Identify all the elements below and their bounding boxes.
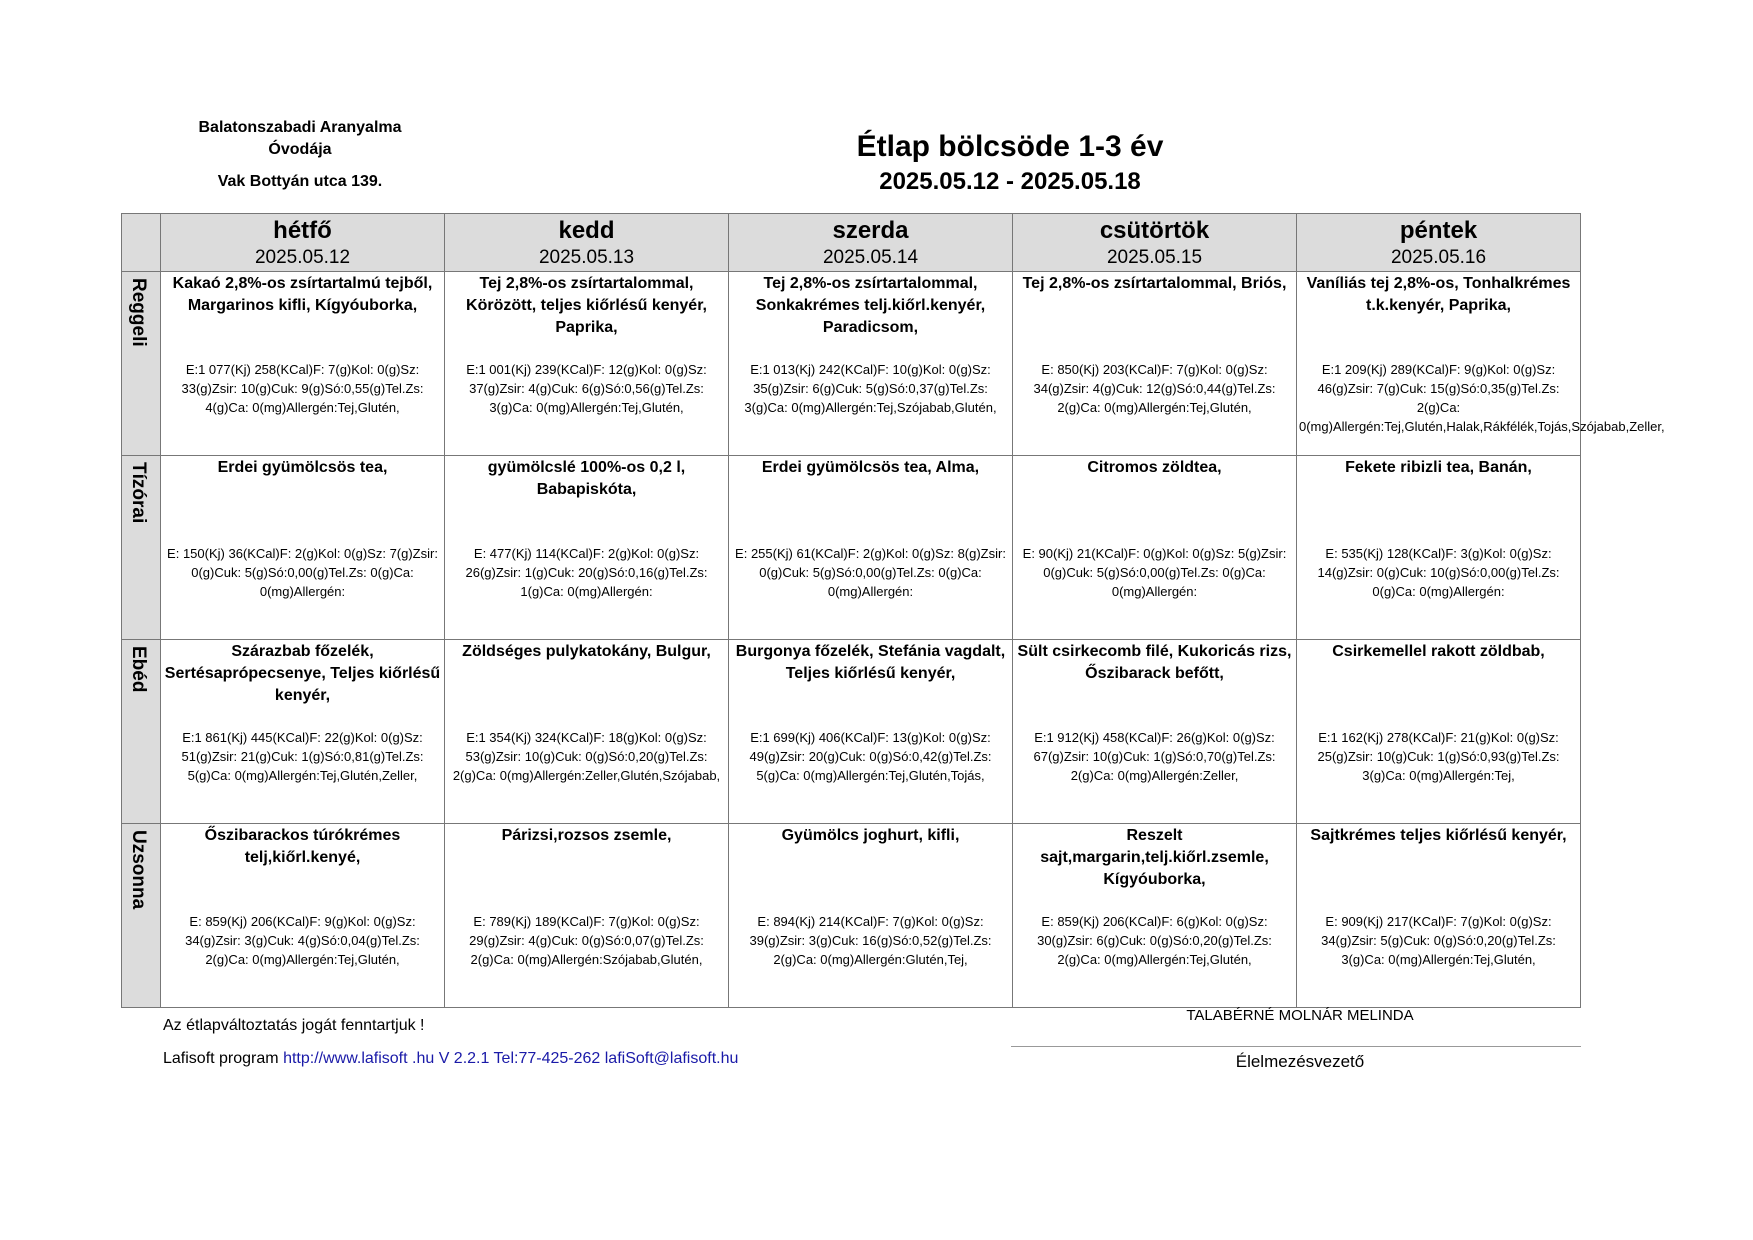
- nutrition-info: E:1 699(Kj) 406(KCal)F: 13(g)Kol: 0(g)Sz: 49(g)Zsir: 20(g)Cuk: 0(g)Só:0,42(g)Tel.Zs: 5(g)Ca: 0(mg)Allergén:Tej,Glutén,Tojás,: [749, 730, 992, 783]
- nutrition-info: E:1 013(Kj) 242(KCal)F: 10(g)Kol: 0(g)Sz: 35(g)Zsir: 6(g)Cuk: 5(g)Só:0,37(g)Tel.Zs: 3(g)Ca: 0(mg)Allergén:Tej,Szójabab,Glutén,: [744, 362, 997, 415]
- meal-row-afternoon-snack: [122, 824, 1581, 1008]
- program-credit: [163, 1050, 738, 1068]
- meal-label-cell: [122, 272, 161, 456]
- meal-label: Ebéd: [128, 646, 149, 693]
- menu-cell: [1297, 640, 1581, 824]
- nutrition-info: E: 90(Kj) 21(KCal)F: 0(g)Kol: 0(g)Sz: 5(g)Zsir: 0(g)Cuk: 5(g)Só:0,00(g)Tel.Zs: 0(g)Ca: 0(mg)Allergén:: [1022, 546, 1287, 599]
- day-date: 2025.05.12: [254, 247, 351, 268]
- nutrition-info: E: 859(Kj) 206(KCal)F: 6(g)Kol: 0(g)Sz: 30(g)Zsir: 6(g)Cuk: 0(g)Só:0,20(g)Tel.Zs: 2(g)Ca: 0(mg)Allergén:Tej,Glutén,: [1037, 914, 1272, 967]
- org-name-line2: Óvodája: [268, 141, 332, 158]
- food-items: Csirkemellel rakott zöldbab,: [1332, 643, 1545, 660]
- corner-cell: [122, 214, 161, 272]
- food-items: Erdei gyümölcsös tea, Alma,: [761, 459, 980, 476]
- menu-cell: [729, 824, 1013, 1008]
- day-header-row: [122, 214, 1581, 272]
- signer-role: Élelmezésvezető: [1235, 1052, 1365, 1071]
- meal-label: Tízórai: [128, 462, 149, 524]
- food-items: gyümölcslé 100%-os 0,2 l, Babapiskóta,: [487, 459, 686, 498]
- menu-cell: [445, 272, 729, 456]
- nutrition-info: E: 477(Kj) 114(KCal)F: 2(g)Kol: 0(g)Sz: 26(g)Zsir: 1(g)Cuk: 20(g)Só:0,16(g)Tel.Zs: 1(g)Ca: 0(mg)Allergén:: [465, 546, 708, 599]
- day-name: kedd: [558, 217, 615, 244]
- day-name: péntek: [1399, 217, 1478, 244]
- nutrition-info: E: 859(Kj) 206(KCal)F: 9(g)Kol: 0(g)Sz: 34(g)Zsir: 3(g)Cuk: 4(g)Só:0,04(g)Tel.Zs: 2(g)Ca: 0(mg)Allergén:Tej,Glutén,: [185, 914, 420, 967]
- day-date: 2025.05.16: [1390, 247, 1487, 268]
- signature-line: [1011, 1046, 1581, 1047]
- nutrition-info: E:1 209(Kj) 289(KCal)F: 9(g)Kol: 0(g)Sz: 46(g)Zsir: 7(g)Cuk: 15(g)Só:0,35(g)Tel.Zs: 2(g)Ca: 0(mg)Allergén:Tej,Glutén,Halak,Rákfélék,Tojás,Szójabab,Zeller,: [1299, 362, 1665, 434]
- nutrition-info: E: 789(Kj) 189(KCal)F: 7(g)Kol: 0(g)Sz: 29(g)Zsir: 4(g)Cuk: 0(g)Só:0,07(g)Tel.Zs: 2(g)Ca: 0(mg)Allergén:Szójabab,Glutén,: [469, 914, 704, 967]
- menu-cell: [1297, 824, 1581, 1008]
- date-range: 2025.05.12 - 2025.05.18: [879, 168, 1141, 195]
- meal-label-cell: [122, 456, 161, 640]
- disclaimer-note: Az étlapváltoztatás jogát fenntartjuk !: [163, 1017, 425, 1034]
- menu-cell: [729, 272, 1013, 456]
- food-items: Tej 2,8%-os zsírtartalommal, Körözött, teljes kiőrlésű kenyér, Paprika,: [466, 275, 707, 336]
- menu-cell: [1297, 272, 1665, 456]
- food-items: Tej 2,8%-os zsírtartalommal, Briós,: [1022, 275, 1287, 292]
- menu-cell: [161, 640, 445, 824]
- food-items: Erdei gyümölcsös tea,: [217, 459, 388, 476]
- menu-cell: [445, 640, 729, 824]
- day-name: hétfő: [273, 217, 332, 244]
- day-header: [445, 214, 729, 272]
- menu-cell: [729, 456, 1013, 640]
- food-items: Fekete ribizli tea, Banán,: [1345, 459, 1532, 476]
- menu-cell: [1013, 456, 1297, 640]
- food-items: Gyümölcs joghurt, kifli,: [781, 827, 960, 844]
- nutrition-info: E: 909(Kj) 217(KCal)F: 7(g)Kol: 0(g)Sz: 34(g)Zsir: 5(g)Cuk: 0(g)Só:0,20(g)Tel.Zs: 3(g)Ca: 0(mg)Allergén:Tej,Glutén,: [1321, 914, 1556, 967]
- program-prefix: Lafisoft program: [163, 1050, 284, 1067]
- org-name: Balatonszabadi Aranyalma: [198, 119, 402, 136]
- meal-label-cell: [122, 640, 161, 824]
- menu-cell: [1013, 640, 1297, 824]
- food-items: Kakaó 2,8%-os zsírtartalmú tejből, Margarinos kifli, Kígyóuborka,: [172, 275, 433, 314]
- menu-cell: [445, 824, 729, 1008]
- signer-name: TALABÉRNÉ MOLNÁR MELINDA: [1186, 1007, 1414, 1024]
- menu-cell: [161, 456, 445, 640]
- food-items: Sajtkrémes teljes kiőrlésű kenyér,: [1310, 827, 1567, 844]
- day-name: csütörtök: [1099, 217, 1210, 244]
- menu-cell: [445, 456, 729, 640]
- food-items: Őszibarackos túrókrémes telj,kiőrl.kenyé,: [204, 827, 401, 866]
- nutrition-info: E:1 162(Kj) 278(KCal)F: 21(g)Kol: 0(g)Sz: 25(g)Zsir: 10(g)Cuk: 1(g)Só:0,93(g)Tel.Zs: 3(g)Ca: 0(mg)Allergén:Tej,: [1317, 730, 1560, 783]
- menu-cell: [729, 640, 1013, 824]
- program-link[interactable]: http://www.lafisoft .hu V 2.2.1 Tel:77-425-262 lafiSoft@lafisoft.hu: [283, 1050, 739, 1067]
- nutrition-info: E: 255(Kj) 61(KCal)F: 2(g)Kol: 0(g)Sz: 8(g)Zsir: 0(g)Cuk: 5(g)Só:0,00(g)Tel.Zs: 0(g)Ca: 0(mg)Allergén:: [735, 546, 1006, 599]
- food-items: Zöldséges pulykatokány, Bulgur,: [462, 643, 711, 660]
- menu-cell: [1013, 824, 1297, 1008]
- food-items: Citromos zöldtea,: [1087, 459, 1222, 476]
- meal-label: Uzsonna: [128, 830, 149, 910]
- org-address: Vak Bottyán utca 139.: [217, 173, 383, 190]
- food-items: Reszelt sajt,margarin,telj.kiőrl.zsemle, Kígyóuborka,: [1040, 827, 1269, 888]
- menu-cell: [161, 272, 445, 456]
- day-date: 2025.05.13: [538, 247, 635, 268]
- nutrition-info: E: 150(Kj) 36(KCal)F: 2(g)Kol: 0(g)Sz: 7(g)Zsir: 0(g)Cuk: 5(g)Só:0,00(g)Tel.Zs: 0(g)Ca: 0(mg)Allergén:: [167, 546, 438, 599]
- nutrition-info: E: 894(Kj) 214(KCal)F: 7(g)Kol: 0(g)Sz: 39(g)Zsir: 3(g)Cuk: 16(g)Só:0,52(g)Tel.Zs: 2(g)Ca: 0(mg)Allergén:Glutén,Tej,: [749, 914, 992, 967]
- day-header: [729, 214, 1013, 272]
- menu-cell: [161, 824, 445, 1008]
- food-items: Burgonya főzelék, Stefánia vagdalt, Teljes kiőrlésű kenyér,: [735, 643, 1006, 682]
- food-items: Párizsi,rozsos zsemle,: [501, 827, 672, 844]
- menu-cell: [1013, 272, 1297, 456]
- food-items: Vaníliás tej 2,8%-os, Tonhalkrémes t.k.kenyér, Paprika,: [1306, 275, 1571, 314]
- nutrition-info: E: 535(Kj) 128(KCal)F: 3(g)Kol: 0(g)Sz: 14(g)Zsir: 0(g)Cuk: 10(g)Só:0,00(g)Tel.Zs: 0(g)Ca: 0(mg)Allergén:: [1317, 546, 1560, 599]
- food-items: Tej 2,8%-os zsírtartalommal, Sonkakrémes telj.kiőrl.kenyér, Paradicsom,: [755, 275, 986, 336]
- menu-table: [121, 213, 1665, 1008]
- food-items: Szárazbab főzelék, Sertésaprópecsenye, Teljes kiőrlésű kenyér,: [164, 643, 441, 704]
- meal-row-breakfast: [122, 272, 1581, 456]
- day-name: szerda: [832, 217, 909, 244]
- menu-cell: [1297, 456, 1581, 640]
- day-header: [1013, 214, 1297, 272]
- nutrition-info: E:1 861(Kj) 445(KCal)F: 22(g)Kol: 0(g)Sz: 51(g)Zsir: 21(g)Cuk: 1(g)Só:0,81(g)Tel.Zs: 5(g)Ca: 0(mg)Allergén:Tej,Glutén,Zeller,: [181, 730, 424, 783]
- meal-label: Reggeli: [128, 278, 149, 347]
- meal-row-lunch: [122, 640, 1581, 824]
- food-items: Sült csirkecomb filé, Kukoricás rizs, Őszibarack befőtt,: [1017, 643, 1292, 682]
- nutrition-info: E:1 001(Kj) 239(KCal)F: 12(g)Kol: 0(g)Sz: 37(g)Zsir: 4(g)Cuk: 6(g)Só:0,56(g)Tel.Zs: 3(g)Ca: 0(mg)Allergén:Tej,Glutén,: [466, 362, 707, 415]
- nutrition-info: E:1 912(Kj) 458(KCal)F: 26(g)Kol: 0(g)Sz: 67(g)Zsir: 10(g)Cuk: 1(g)Só:0,70(g)Tel.Zs: 2(g)Ca: 0(mg)Allergén:Zeller,: [1033, 730, 1276, 783]
- meal-label-cell: [122, 824, 161, 1008]
- meal-row-snack: [122, 456, 1581, 640]
- day-date: 2025.05.15: [1106, 247, 1203, 268]
- nutrition-info: E: 850(Kj) 203(KCal)F: 7(g)Kol: 0(g)Sz: 34(g)Zsir: 4(g)Cuk: 12(g)Só:0,44(g)Tel.Zs: 2(g)Ca: 0(mg)Allergén:Tej,Glutén,: [1033, 362, 1276, 415]
- page-title: Étlap bölcsöde 1-3 év: [856, 130, 1164, 163]
- nutrition-info: E:1 354(Kj) 324(KCal)F: 18(g)Kol: 0(g)Sz: 53(g)Zsir: 10(g)Cuk: 0(g)Só:0,20(g)Tel.Zs: 2(g)Ca: 0(mg)Allergén:Zeller,Glutén,Szójabab,: [452, 730, 721, 783]
- day-date: 2025.05.14: [822, 247, 919, 268]
- nutrition-info: E:1 077(Kj) 258(KCal)F: 7(g)Kol: 0(g)Sz: 33(g)Zsir: 10(g)Cuk: 9(g)Só:0,55(g)Tel.Zs: 4(g)Ca: 0(mg)Allergén:Tej,Glutén,: [181, 362, 424, 415]
- day-header: [161, 214, 445, 272]
- day-header: [1297, 214, 1581, 272]
